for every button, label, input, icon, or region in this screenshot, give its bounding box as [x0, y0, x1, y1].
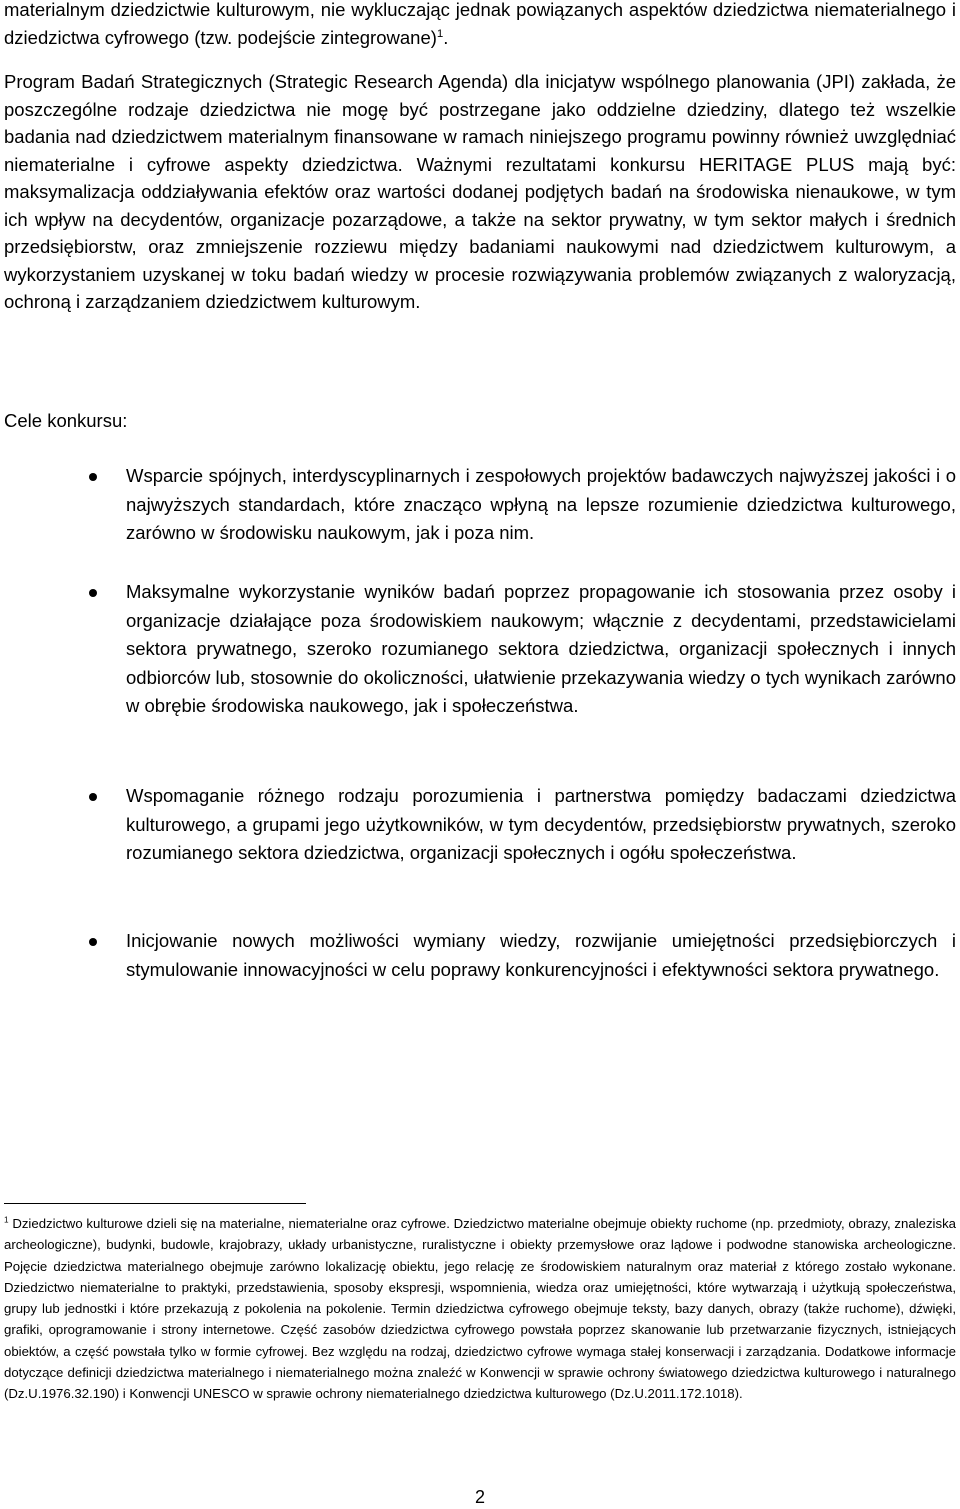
goal-item [0, 782, 956, 868]
footnote [4, 1213, 956, 1405]
intro-paragraph [4, 0, 956, 51]
goal-text: Inicjowanie nowych możliwości wymiany wiedzy, rozwijanie umiejętności przedsiębiorczych i stymulowanie innowacyjności w celu poprawy konkurencyjności i efektywności sektora prywatnego. [126, 930, 956, 980]
intro-paragraph-text: materialnym dziedzictwie kulturowym, nie wykluczając jednak powiązanych aspektów dziedzictwa niematerialnego i dziedzictwa cyfrowego (tzw. podejście zintegrowane) [4, 0, 956, 48]
goal-item [0, 462, 956, 548]
goal-text: Maksymalne wykorzystanie wyników badań poprzez propagowanie ich stosowania przez osoby i organizacje działające poza środowiskiem naukowym; włącznie z decydentami, przedstawicielami sektora prywatnego, szeroko rozumianego sektora dziedzictwa, organizacji społecznych i innych odbiorców lub, stosownie do okoliczności, ułatwienie przekazywania wiedzy o tych wynikach zarówno w obrębie środowiska naukowego, jak i społeczeństwa. [126, 581, 956, 716]
footnote-number: 1 [4, 1215, 9, 1225]
footnote-reference[interactable]: 1 [436, 27, 444, 40]
goal-text: Wspomaganie różnego rodzaju porozumienia i partnerstwa pomiędzy badaczami dziedzictwa kulturowego, a grupami jego użytkowników, w tym decydentów, przedsiębiorstw prywatnych, szeroko rozumianego sektora dziedzictwa, organizacji społecznych i ogółu społeczeństwa. [126, 785, 956, 863]
goal-item [0, 578, 956, 721]
goal-item [0, 927, 956, 984]
bullet-icon [89, 473, 97, 481]
page-number: 2 [474, 1487, 485, 1507]
bullet-icon [89, 938, 97, 946]
program-paragraph: Program Badań Strategicznych (Strategic Research Agenda) dla inicjatyw wspólnego planowania (JPI) zakłada, że poszczególne rodzaje dziedzictwa nie mogę być postrzegane jako oddzielne dziedziny, dlatego też wszelkie badania nad dziedzictwem materialnym finansowane w ramach niniejszego programu powinny również uwzględniać niematerialne i cyfrowe aspekty dziedzictwa. Ważnymi rezultatami konkursu HERITAGE PLUS mają być: maksymalizacja oddziaływania efektów oraz wartości dodanej podjętych badań na środowiska nienaukowe, w tym ich wpływ na decydentów, organizacje pozarządowe, a także na sektor prywatny, w tym sektor małych i średnich przedsiębiorstw, oraz zmniejszenie rozziewu między badaniami naukowymi nad dziedzictwem kulturowym, a wykorzystaniem uzyskanej w toku badań wiedzy w procesie rozwiązywania problemów związanych z waloryzacją, ochroną i zarządzaniem dziedzictwem kulturowym. [4, 71, 956, 312]
bullet-icon [89, 793, 97, 801]
intro-paragraph-end: . [443, 26, 449, 48]
goal-text: Wsparcie spójnych, interdyscyplinarnych i zespołowych projektów badawczych najwyższej jakości i o najwyższych standardach, które znacząco wpłyną na lepsze rozumienie dziedzictwa kulturowego, zarówno w środowisku naukowym, jak i poza nim. [126, 465, 956, 543]
footnote-separator [4, 1203, 306, 1204]
bullet-icon [89, 589, 97, 597]
goals-heading: Cele konkursu: [4, 410, 128, 431]
footnote-text: Dziedzictwo kulturowe dzieli się na materialne, niematerialne oraz cyfrowe. Dziedzictwo materialne obejmuje obiekty ruchome (np. przedmioty, obrazy, znaleziska archeologiczne), budynki, budowle, krajobrazy, układy urbanistyczne, ruralistyczne i obiekty przemysłowe oraz lądowe i podwodne stanowiska archeologiczne. Pojęcie dziedzictwa materialnego obejmuje zarówno lokalizację obiektu, jego relację ze środowiskiem naturalnym oraz materiał z którego zostało wykonane. Dziedzictwo niematerialne to praktyki, przedstawienia, sposoby ekspresji, wspomnienia, wiedza oraz umiejętności, które wytwarzają i użytkują społeczeństwa, grupy lub jednostki i które przekazują z pokolenia na pokolenie. Termin dziedzictwa cyfrowego obejmuje teksty, bazy danych, obrazy (także ruchome), dźwięki, grafiki, oprogramowanie i strony internetowe. Część zasobów dziedzictwa cyfrowego powstała poprzez skanowanie lub przetwarzanie fizycznych, istniejących obiektów, a część powstała tylko w formie cyfrowej. Bez względu na rodzaj, dziedzictwo cyfrowe wymaga stałej konserwacji i zarządzania. Dodatkowe informacje dotyczące definicji dziedzictwa materialnego i niematerialnego można znaleźć w Konwencji w sprawie ochrony światowego dziedzictwa kulturowego i naturalnego (Dz.U.1976.32.190) i Konwencji UNESCO w sprawie ochrony niematerialnego dziedzictwa kulturowego (Dz.U.2011.172.1018). [4, 1216, 956, 1402]
